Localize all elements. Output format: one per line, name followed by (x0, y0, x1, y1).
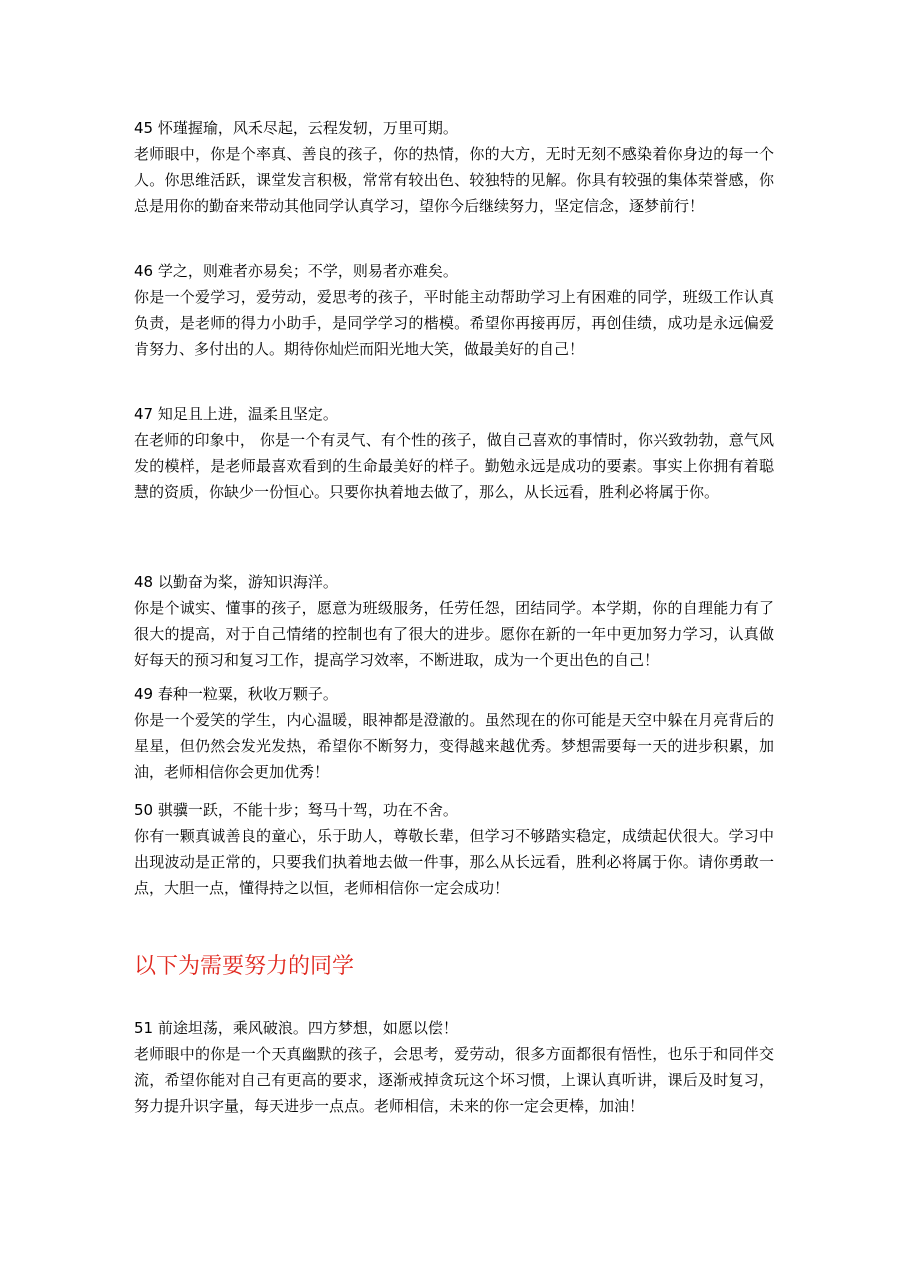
entry-motto: 51 前途坦荡，乘风破浪。四方梦想，如愿以偿！ (134, 1019, 458, 1037)
entry-motto: 48 以勤奋为桨，游知识海洋。 (134, 573, 338, 591)
comment-entry-50 (134, 797, 774, 901)
comment-entry-51 (134, 1015, 774, 1119)
comment-entry-48 (134, 569, 774, 673)
entry-comment: 你有一颗真诚善良的童心，乐于助人，尊敬长辈，但学习不够踏实稳定，成绩起伏很大。学习中出现波动是正常的，只要我们执着地去做一件事，那么从长远看，胜利必将属于你。请你勇敢一点，大胆一点，懂得持之以恒，老师相信你一定会成功！ (134, 827, 774, 897)
entry-comment: 你是一个爱笑的学生，内心温暖，眼神都是澄澈的。虽然现在的你可能是天空中躲在月亮背后的星星，但仍然会发光发热，希望你不断努力，变得越来越优秀。梦想需要每一天的进步积累，加油，老师相信你会更加优秀！ (134, 711, 774, 781)
entry-motto: 46 学之，则难者亦易矣；不学，则易者亦难矣。 (134, 262, 458, 280)
entry-motto: 50 骐骥一跃，不能十步；驽马十驾，功在不舍。 (134, 801, 458, 819)
entry-motto: 45 怀瑾握瑜，风禾尽起，云程发轫，万里可期。 (134, 119, 458, 137)
comment-entry-49 (134, 681, 774, 785)
entry-comment: 你是一个爱学习，爱劳动，爱思考的孩子，平时能主动帮助学习上有困难的同学，班级工作认真负责，是老师的得力小助手，是同学学习的楷模。希望你再接再厉，再创佳绩，成功是永远偏爱肯努力、多付出的人。期待你灿烂而阳光地大笑，做最美好的自己！ (134, 288, 774, 358)
entry-comment: 老师眼中的你是一个天真幽默的孩子，会思考，爱劳动，很多方面都很有悟性，也乐于和同伴交流，希望你能对自己有更高的要求，逐渐戒掉贪玩这个坏习惯，上课认真听讲，课后及时复习，努力提升识字量，每天进步一点点。老师相信，未来的你一定会更棒，加油！ (134, 1045, 774, 1115)
comment-entry-47 (134, 401, 774, 505)
section-heading: 以下为需要努力的同学 (134, 954, 355, 979)
entry-motto: 47 知足且上进，温柔且坚定。 (134, 405, 338, 423)
comment-entry-45 (134, 115, 774, 219)
entry-comment: 你是个诚实、懂事的孩子，愿意为班级服务，任劳任怨，团结同学。本学期，你的自理能力有了很大的提高，对于自己情绪的控制也有了很大的进步。愿你在新的一年中更加努力学习，认真做好每天的预习和复习工作，提高学习效率，不断进取，成为一个更出色的自己！ (134, 599, 774, 669)
entry-comment: 老师眼中，你是个率真、善良的孩子，你的热情，你的大方，无时无刻不感染着你身边的每一个人。你思维活跃，课堂发言积极，常常有较出色、较独特的见解。你具有较强的集体荣誉感，你总是用你的勤奋来带动其他同学认真学习，望你今后继续努力，坚定信念，逐梦前行！ (134, 145, 774, 215)
entry-motto: 49 春种一粒粟，秋收万颗子。 (134, 685, 338, 703)
entry-comment: 在老师的印象中， 你是一个有灵气、有个性的孩子，做自己喜欢的事情时，你兴致勃勃，意气风发的模样，是老师最喜欢看到的生命最美好的样子。勤勉永远是成功的要素。事实上你拥有着聪慧的资质，你缺少一份恒心。只要你执着地去做了，那么，从长远看，胜利必将属于你。 (134, 431, 774, 501)
comment-entry-46 (134, 258, 774, 362)
